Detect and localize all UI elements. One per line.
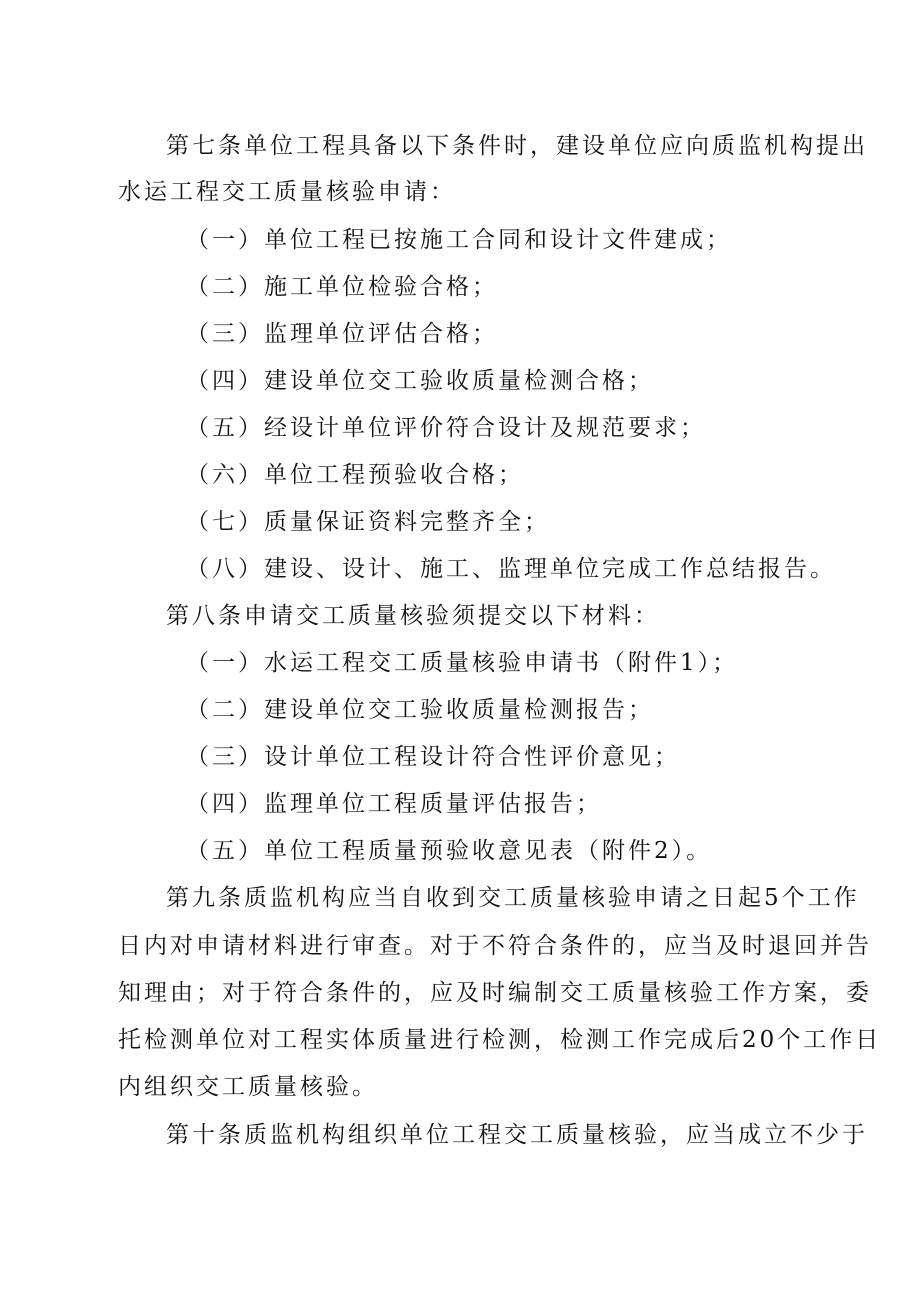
article-7-item-8: （八）建设、设计、施工、监理单位完成工作总结报告。 bbox=[186, 556, 836, 582]
article-9-line-3: 知理由；对于符合条件的，应及时编制交工质量核验工作方案，委 bbox=[118, 980, 872, 1006]
article-7-item-3: （三）监理单位评估合格； bbox=[186, 321, 498, 347]
article-7-item-5: （五）经设计单位评价符合设计及规范要求； bbox=[186, 415, 706, 441]
article-7-item-4: （四）建设单位交工验收质量检测合格； bbox=[186, 368, 654, 394]
article-8-item-4: （四）监理单位工程质量评估报告； bbox=[186, 791, 602, 817]
article-9-heading: 第九条质监机构应当自收到交工质量核验申请之日起5个工作 bbox=[166, 885, 860, 911]
article-9-line-2: 日内对申请材料进行审查。对于不符合条件的，应当及时退回并告 bbox=[118, 933, 872, 959]
article-8-heading: 第八条申请交工质量核验须提交以下材料： bbox=[166, 603, 660, 629]
article-7-continuation: 水运工程交工质量核验申请： bbox=[118, 179, 456, 205]
article-10-heading: 第十条质监机构组织单位工程交工质量核验，应当成立不少于 bbox=[166, 1122, 868, 1148]
article-7-item-2: （二）施工单位检验合格； bbox=[186, 274, 498, 300]
article-7-heading: 第七条单位工程具备以下条件时，建设单位应向质监机构提出 bbox=[166, 133, 868, 159]
article-7-item-7: （七）质量保证资料完整齐全； bbox=[186, 509, 550, 535]
article-7-item-6: （六）单位工程预验收合格； bbox=[186, 462, 524, 488]
article-8-item-2: （二）建设单位交工验收质量检测报告； bbox=[186, 697, 654, 723]
article-7-item-1: （一）单位工程已按施工合同和设计文件建成； bbox=[186, 227, 732, 253]
article-8-item-1: （一）水运工程交工质量核验申请书（附件1）； bbox=[186, 650, 739, 676]
article-8-item-3: （三）设计单位工程设计符合性评价意见； bbox=[186, 744, 680, 770]
article-9-line-4: 托检测单位对工程实体质量进行检测，检测工作完成后20个工作日 bbox=[118, 1027, 882, 1053]
article-9-line-5: 内组织交工质量核验。 bbox=[118, 1074, 378, 1100]
article-8-item-5: （五）单位工程质量预验收意见表（附件2）。 bbox=[186, 838, 713, 864]
